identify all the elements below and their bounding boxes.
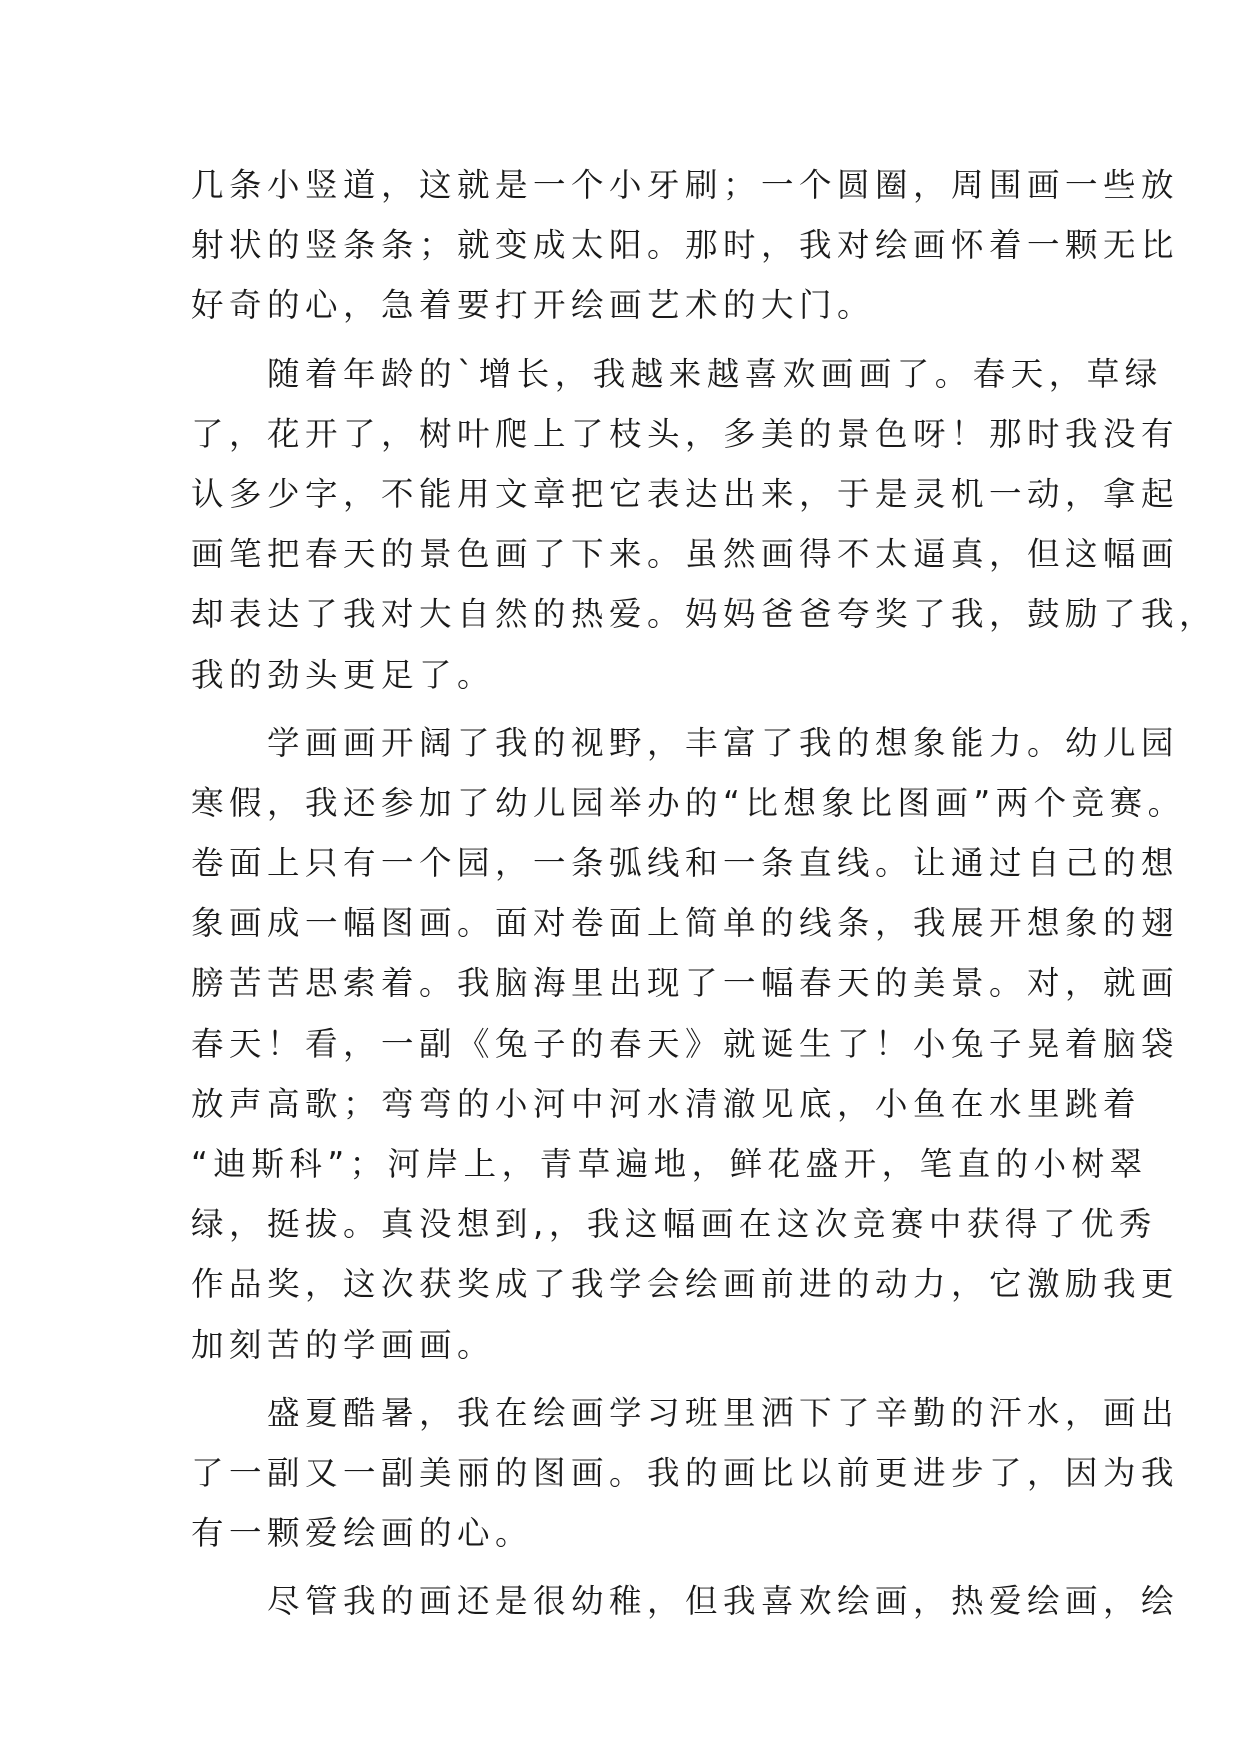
text-line: 放声高歌；弯弯的小河中河水清澈见底，小鱼在水里跳着 — [191, 1084, 1142, 1123]
paragraph-start-line: 盛夏酷暑，我在绘画学习班里洒下了辛勤的汗水，画出 — [191, 1393, 1180, 1432]
text-line: “迪斯科”；河岸上，青草遍地，鲜花盛开，笔直的小树翠 — [191, 1145, 1148, 1183]
essay-body — [191, 155, 1218, 1632]
text-line: 好奇的心，急着要打开绘画艺术的大门。 — [191, 286, 876, 325]
text-line: 有一颗爱绘画的心。 — [191, 1514, 534, 1553]
paragraph-start-line: 学画画开阔了我的视野，丰富了我的想象能力。幼儿园 — [191, 723, 1180, 762]
paragraph-start-line: 尽管我的画还是很幼稚，但我喜欢绘画，热爱绘画，绘 — [191, 1582, 1180, 1621]
text-line: 几条小竖道，这就是一个小牙刷；一个圆圈，周围画一些放 — [191, 166, 1180, 204]
text-line: 作品奖，这次获奖成了我学会绘画前进的动力，它激励我更 — [191, 1265, 1180, 1304]
text-line: 象画成一幅图画。面对卷面上简单的线条，我展开想象的翅 — [191, 904, 1180, 943]
text-line: 了，花开了，树叶爬上了枝头，多美的景色呀！那时我没有 — [191, 414, 1180, 453]
text-line: 射状的竖条条；就变成太阳。那时，我对绘画怀着一颗无比 — [191, 226, 1180, 265]
text-line: 膀苦苦思索着。我脑海里出现了一幅春天的美景。对，就画 — [191, 964, 1180, 1003]
text-line: 却表达了我对大自然的热爱。妈妈爸爸夸奖了我，鼓励了我， — [191, 595, 1218, 634]
text-line: 卷面上只有一个园，一条弧线和一条直线。让通过自己的想 — [191, 844, 1180, 883]
paragraph-start-line: 随着年龄的`增长，我越来越喜欢画画了。春天，草绿 — [191, 354, 1163, 393]
text-line: 认多少字，不能用文章把它表达出来，于是灵机一动，拿起 — [191, 474, 1180, 513]
text-line: 我的劲头更足了。 — [191, 655, 496, 694]
text-line: 了一副又一副美丽的图画。我的画比以前更进步了，因为我 — [191, 1453, 1180, 1492]
text-line: 绿，挺拔。真没想到,，我这幅画在这次竞赛中获得了优秀 — [191, 1205, 1157, 1244]
text-line: 春天！看，一副《兔子的春天》就诞生了！小兔子晃着脑袋 — [191, 1024, 1180, 1063]
text-line: 加刻苦的学画画。 — [191, 1325, 496, 1364]
text-line: 画笔把春天的景色画了下来。虽然画得不太逼真，但这幅画 — [191, 535, 1180, 574]
text-line: 寒假，我还参加了幼儿园举办的“比想象比图画”两个竞赛。 — [191, 783, 1186, 822]
